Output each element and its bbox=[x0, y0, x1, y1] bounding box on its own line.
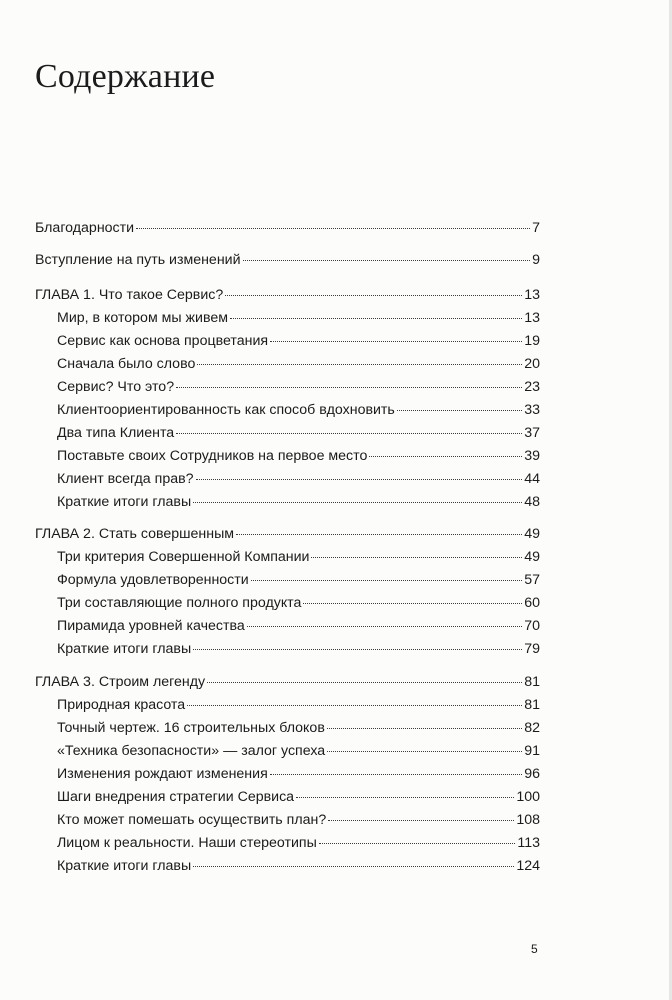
toc-entry-page: 44 bbox=[524, 471, 540, 487]
dot-leader bbox=[327, 727, 522, 729]
toc-entry[interactable] bbox=[57, 594, 540, 612]
toc-entry[interactable] bbox=[57, 742, 540, 760]
toc-entry-page: 13 bbox=[524, 287, 540, 303]
toc-entry-label: Природная красота bbox=[57, 697, 186, 713]
toc-entry[interactable] bbox=[57, 765, 540, 783]
toc-entry-label: Клиент всегда прав? bbox=[57, 471, 194, 487]
toc-entry[interactable] bbox=[57, 788, 540, 806]
toc-entry-label: Краткие итоги главы bbox=[57, 858, 192, 874]
dot-leader bbox=[136, 227, 530, 229]
dot-leader bbox=[193, 648, 522, 650]
dot-leader bbox=[296, 796, 514, 798]
toc-entry-page: 37 bbox=[524, 425, 540, 441]
toc-entry-label: Поставьте своих Сотрудников на первое место bbox=[57, 448, 368, 464]
toc-entry-label: Краткие итоги главы bbox=[57, 641, 192, 657]
dot-leader bbox=[397, 409, 522, 411]
toc-entry-label: Шаги внедрения стратегии Сервиса bbox=[57, 789, 295, 805]
dot-leader bbox=[230, 317, 522, 319]
dot-leader bbox=[327, 750, 522, 752]
toc-entry-label: Кто может помешать осуществить план? bbox=[57, 812, 327, 828]
dot-leader bbox=[311, 556, 522, 558]
dot-leader bbox=[176, 432, 522, 434]
toc-entry-page: 81 bbox=[524, 674, 540, 690]
dot-leader bbox=[270, 340, 522, 342]
toc-entry-page: 96 bbox=[524, 766, 540, 782]
toc-entry-label: Три критерия Совершенной Компании bbox=[57, 549, 310, 565]
toc-entry-page: 13 bbox=[524, 310, 540, 326]
toc-entry[interactable] bbox=[57, 424, 540, 442]
toc-entry[interactable] bbox=[57, 470, 540, 488]
dot-leader bbox=[187, 704, 522, 706]
toc-entry-label: ГЛАВА 3. Строим легенду bbox=[35, 674, 206, 690]
toc-entry-label: Благодарности bbox=[35, 220, 135, 236]
toc-entry-page: 82 bbox=[524, 720, 540, 736]
toc-chapter-2[interactable] bbox=[35, 525, 540, 543]
toc-entry-label: Три составляющие полного продукта bbox=[57, 595, 302, 611]
toc-entry-page: 124 bbox=[516, 858, 540, 874]
toc-entry[interactable] bbox=[57, 696, 540, 714]
toc-entry-page: 60 bbox=[524, 595, 540, 611]
toc-entry-page: 20 bbox=[524, 356, 540, 372]
dot-leader bbox=[207, 681, 522, 683]
toc-entry-page: 70 bbox=[524, 618, 540, 634]
dot-leader bbox=[193, 501, 522, 503]
toc-entry-page: 48 bbox=[524, 494, 540, 510]
toc-entry[interactable] bbox=[57, 719, 540, 737]
toc-entry-label: Сначала было слово bbox=[57, 356, 196, 372]
toc-entry[interactable] bbox=[57, 355, 540, 373]
toc-entry-label: Изменения рождают изменения bbox=[57, 766, 268, 782]
toc-entry-label: Сервис? Что это? bbox=[57, 379, 175, 395]
toc-entry[interactable] bbox=[57, 332, 540, 350]
toc-entry-label: Вступление на путь изменений bbox=[35, 252, 241, 268]
toc-entry-page: 19 bbox=[524, 333, 540, 349]
toc-entry-page: 9 bbox=[532, 252, 540, 268]
toc-entry-label: Точный чертеж. 16 строительных блоков bbox=[57, 720, 325, 736]
toc-entry-page: 49 bbox=[524, 526, 540, 542]
toc-entry-page: 91 bbox=[524, 743, 540, 759]
toc-entry[interactable] bbox=[57, 857, 540, 875]
dot-leader bbox=[303, 602, 522, 604]
dot-leader bbox=[270, 773, 522, 775]
dot-leader bbox=[319, 842, 516, 844]
dot-leader bbox=[251, 579, 523, 581]
toc-entry[interactable] bbox=[57, 834, 540, 852]
toc-entry-label: Лицом к реальности. Наши стереотипы bbox=[57, 835, 317, 851]
toc-entry[interactable] bbox=[57, 617, 540, 635]
toc-entry[interactable] bbox=[57, 309, 540, 327]
toc-entry-label: Формула удовлетворенности bbox=[57, 572, 249, 588]
dot-leader bbox=[328, 819, 514, 821]
toc-entry-page: 7 bbox=[532, 220, 540, 236]
toc-entry-label: Краткие итоги главы bbox=[57, 494, 192, 510]
toc-entry-page: 113 bbox=[517, 835, 540, 851]
toc-entry-page: 79 bbox=[524, 641, 540, 657]
toc-entry[interactable] bbox=[35, 219, 540, 237]
dot-leader bbox=[176, 386, 522, 388]
page-title: Содержание bbox=[35, 58, 216, 95]
dot-leader bbox=[197, 363, 522, 365]
dot-leader bbox=[196, 478, 523, 480]
toc-entry-label: ГЛАВА 1. Что такое Сервис? bbox=[35, 287, 224, 303]
toc-entry[interactable] bbox=[35, 251, 540, 269]
toc-entry[interactable] bbox=[57, 493, 540, 511]
toc-entry-page: 57 bbox=[524, 572, 540, 588]
toc-entry-page: 33 bbox=[524, 402, 540, 418]
toc-entry-label: Клиентоориентированность как способ вдохновить bbox=[57, 402, 395, 418]
toc-entry[interactable] bbox=[57, 571, 540, 589]
toc-entry[interactable] bbox=[57, 811, 540, 829]
toc-entry-page: 23 bbox=[524, 379, 540, 395]
toc-entry-label: Два типа Клиента bbox=[57, 425, 175, 441]
toc-entry-label: Пирамида уровней качества bbox=[57, 618, 245, 634]
dot-leader bbox=[193, 865, 514, 867]
toc-entry-label: Сервис как основа процветания bbox=[57, 333, 269, 349]
toc-chapter-3[interactable] bbox=[35, 673, 540, 691]
toc-entry-page: 39 bbox=[524, 448, 540, 464]
toc-entry-label: ГЛАВА 2. Стать совершенным bbox=[35, 526, 235, 542]
toc-entry[interactable] bbox=[57, 401, 540, 419]
toc-entry-page: 81 bbox=[524, 697, 540, 713]
dot-leader bbox=[247, 625, 522, 627]
toc-entry-page: 49 bbox=[524, 549, 540, 565]
toc-entry[interactable] bbox=[57, 640, 540, 658]
toc-entry[interactable] bbox=[57, 548, 540, 566]
page-number: 5 bbox=[531, 942, 538, 956]
dot-leader bbox=[236, 533, 522, 535]
dot-leader bbox=[243, 259, 531, 261]
toc-entry-label: Мир, в котором мы живем bbox=[57, 310, 228, 326]
toc-entry-page: 108 bbox=[516, 812, 540, 828]
toc-entry-page: 100 bbox=[516, 789, 540, 805]
dot-leader bbox=[369, 455, 522, 457]
toc-entry[interactable] bbox=[57, 447, 540, 465]
toc-chapter-1[interactable] bbox=[35, 286, 540, 304]
toc-entry[interactable] bbox=[57, 378, 540, 396]
dot-leader bbox=[225, 294, 522, 296]
toc-entry-label: «Техника безопасности» — залог успеха bbox=[57, 743, 326, 759]
